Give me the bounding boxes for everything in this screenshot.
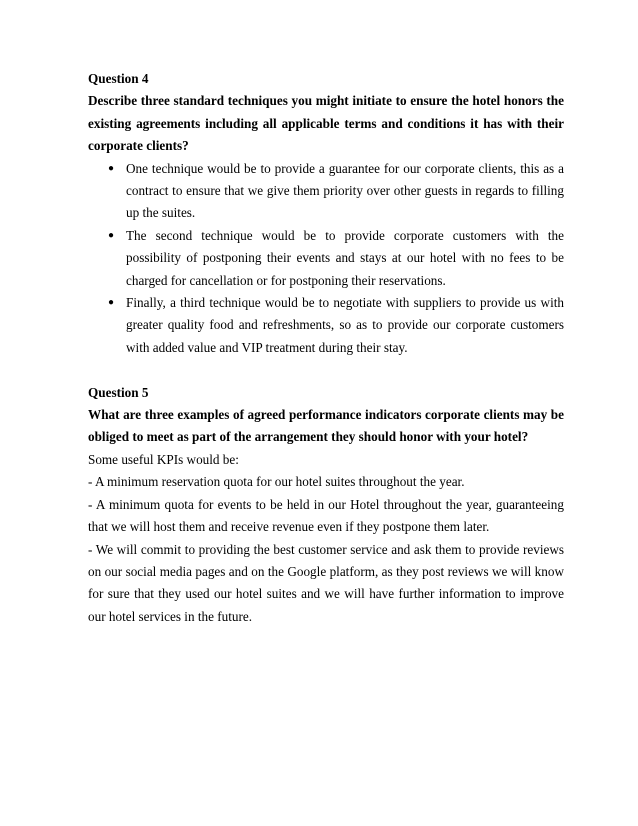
answer-intro: Some useful KPIs would be:	[88, 451, 239, 467]
answer-item: - A minimum quota for events to be held in our Hotel throughout the year, guaranteeing that we will host them and receive revenue even if they postpone them later.	[88, 496, 564, 535]
question-5-text: What are three examples of agreed performance indicators corporate clients may be obliged to meet as part of the arrangement they should honor with your hotel?	[88, 407, 564, 445]
question-5-heading: Question 5	[88, 384, 149, 400]
list-item-text: The second technique would be to provide corporate customers with the possibility of postponing their events and stays at our hotel with no fees to be charged for cancellation or for postponing their reservations.	[126, 227, 564, 288]
question-4-answer-list	[88, 158, 564, 360]
answer-item: - We will commit to providing the best customer service and ask them to provide reviews on our social media pages and on the Google platform, as they post reviews we will know for sure that they used our hotel suites and we will have further information to improve our hotel services in the future.	[88, 541, 564, 624]
bullet-icon: ●	[108, 297, 115, 309]
list-item-text: One technique would be to provide a guarantee for our corporate clients, this as a contract to ensure that we give them priority over other guests in regards to filling up the suites.	[126, 160, 564, 221]
list-item	[88, 158, 564, 225]
list-item	[88, 292, 564, 359]
bullet-icon: ●	[108, 229, 115, 241]
question-4-heading: Question 4	[88, 71, 149, 86]
answer-item: - A minimum reservation quota for our hotel suites throughout the year.	[88, 474, 465, 490]
document-page	[88, 68, 564, 628]
section-gap	[88, 359, 564, 381]
list-item	[88, 225, 564, 292]
bullet-icon: ●	[108, 162, 115, 174]
question-4-text: Describe three standard techniques you might initiate to ensure the hotel honors the existing agreements including all applicable terms and conditions it has with their corporate clients?	[88, 93, 564, 154]
list-item-text: Finally, a third technique would be to negotiate with suppliers to provide us with greater quality food and refreshments, so as to provide our corporate customers with added value and VIP treatment during their stay.	[126, 295, 564, 355]
